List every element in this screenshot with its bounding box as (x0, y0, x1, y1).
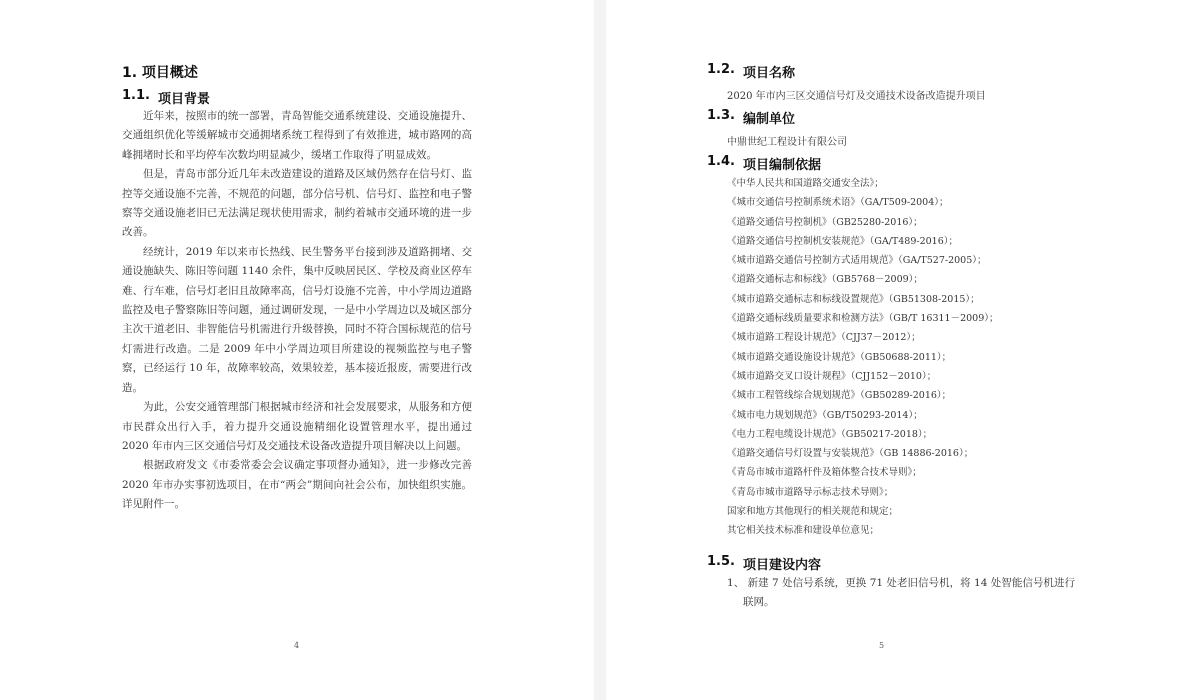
reference-item: 《道路交通信号控制机安装规范》（GA/T489-2016）； (727, 235, 959, 247)
section-heading-unit (707, 108, 795, 127)
section-number: 1.5. (707, 554, 735, 569)
section-number: 1.4. (707, 154, 735, 169)
reference-item: 国家和地方其他现行的相关规范和规定； (727, 506, 899, 518)
paragraph: 根据政府发文《市委常委会会议确定事项督办通知》，进一步修改完善 2020 年市办实事初选项目，在市“两会”期间向社会公布，加快组织实施。详见附件一。 (122, 459, 472, 511)
section-title: 项目编制依据 (743, 158, 822, 173)
section-number: 1.2. (707, 62, 735, 77)
reference-item: 《青岛市城市道路杆件及箱体整合技术导则》； (727, 467, 922, 479)
section-title: 编制单位 (743, 112, 796, 127)
reference-item: 《城市道路交通标志和标线设置规范》（GB51308-2015）； (727, 293, 980, 305)
reference-item: 《城市道路交通设施设计规范》（GB50688-2011）； (727, 351, 952, 363)
reference-item: 《城市道路工程设计规范》（CJJ37－2012）； (727, 332, 921, 344)
reference-item: 《道路交通信号灯设置与安装规范》（GB 14886-2016）； (727, 448, 974, 460)
reference-item: 《道路交通信号控制机》（GB25280-2016）； (727, 216, 923, 228)
page-number: 4 (294, 641, 300, 650)
content-item: 1、 新建 7 处信号系统，更换 71 处老旧信号机，将 14 处智能信号机进行联网。 (727, 577, 1075, 609)
section-number: 1.3. (707, 108, 735, 123)
reference-item: 《青岛市城市道路导示标志技术导则》； (727, 486, 894, 498)
reference-item: 《城市道路交叉口设计规程》（CJJ152－2010）； (727, 370, 937, 382)
paragraph: 经统计，2019 年以来市长热线、民生警务平台接到涉及道路拥堵、交通设施缺失、陈旧等问题 1140 余件，集中反映居民区、学校及商业区停车难、行车难，信号灯老旧且故障率高，信号灯设施不完善，中小学周边道路监控及电子警察陈旧等问题，通过调研发现，一是中小学周边以及城区部分主次干道老旧、非智能信号机需进行升级替换，同时不符合国标规范的信号灯需进行改造。二是 2009 年中小学周边项目所建设的视频监控与电子警察，已经运行 10 年，故障率较高，效果较差，基本接近报废，需要进行改造。 (122, 245, 472, 394)
section-title: 项目背景 (158, 92, 211, 107)
section-heading-basis (707, 154, 821, 173)
project-name-text: 2020 年市内三区交通信号灯及交通技术设备改造提升项目 (727, 91, 986, 102)
paragraph: 但是，青岛市部分近几年未改造建设的道路及区域仍然存在信号灯、监控等交通设施不完善，不规范的问题，部分信号机、信号灯、监控和电子警察等交通设施老旧已无法满足现状使用需求，制约着城市交通环境的进一步改善。 (122, 168, 472, 239)
reference-item: 《城市道路交通信号控制方式适用规范》（GA/T527-2005）； (727, 255, 987, 267)
reference-item: 《城市工程管线综合规划规范》（GB50289-2016）； (727, 390, 952, 402)
section-title: 项目建设内容 (743, 558, 822, 573)
section-number: 1.1. (122, 88, 150, 103)
chapter-heading: 1. 项目概述 (122, 65, 198, 81)
section-heading-background (122, 88, 210, 107)
paragraph: 近年来，按照市的统一部署，青岛智能交通系统建设、交通设施提升、交通组织优化等缓解城市交通拥堵系统工程得到了有效推进，城市路网的高峰拥堵时长和平均停车次数均明显减少，缓堵工作取得了明显成效。 (122, 110, 472, 161)
reference-list (727, 174, 999, 541)
reference-item: 《城市交通信号控制系统术语》（GA/T509-2004）； (727, 197, 949, 209)
document-page-left (0, 0, 594, 700)
document-page-right (606, 0, 1200, 700)
reference-item: 其它相关技术标准和建设单位意见； (727, 525, 880, 537)
paragraph: 为此，公安交通管理部门根据城市经济和社会发展要求，从服务和方便市民群众出行入手，着力提升交通设施精细化设置管理水平，提出通过 2020 年市内三区交通信号灯及交通技术设备改造提升项目解决以上问题。 (122, 401, 472, 452)
reference-item: 《电力工程电缆设计规范》（GB50217-2018）； (727, 428, 933, 440)
reference-item: 《城市电力规划规范》（GB/T50293-2014）； (727, 409, 923, 421)
section-heading-content (707, 554, 821, 573)
page-number: 5 (879, 641, 885, 650)
section-title: 项目名称 (743, 66, 796, 81)
background-body (122, 107, 472, 515)
reference-item: 《道路交通标线质量要求和检测方法》（GB/T 16311－2009）； (727, 313, 999, 325)
reference-item: 《道路交通标志和标线》（GB5768－2009）； (727, 274, 923, 286)
section-heading-name (707, 62, 795, 81)
reference-item: 《中华人民共和国道路交通安全法》； (727, 178, 884, 189)
unit-text: 中鼎世纪工程设计有限公司 (727, 137, 847, 148)
